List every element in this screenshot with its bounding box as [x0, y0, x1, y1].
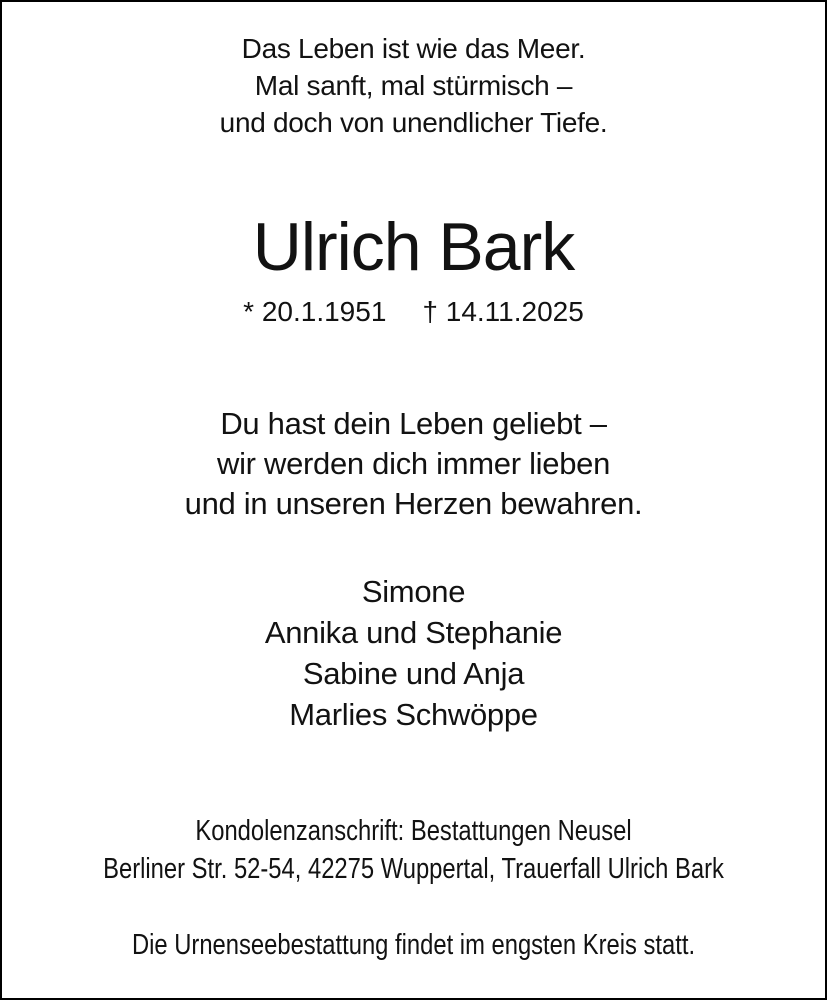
condolence-address: [76, 812, 751, 888]
epigraph-line: und doch von unendlicher Tiefe.: [219, 107, 608, 138]
tribute-line: und in unseren Herzen bewahren.: [184, 486, 643, 521]
life-dates: [2, 295, 825, 329]
deceased-name: Ulrich Bark: [252, 209, 575, 285]
death-date: † 14.11.2025: [422, 296, 584, 327]
mourner-name: Annika und Stephanie: [264, 615, 563, 650]
tribute-line: Du hast dein Leben geliebt –: [220, 406, 607, 441]
mourner-name: Sabine und Anja: [302, 656, 525, 691]
epigraph-line: Mal sanft, mal stürmisch –: [254, 70, 573, 101]
mourners-list: [2, 571, 825, 735]
mourner-name: Simone: [361, 574, 466, 609]
funeral-notice: Die Urnenseebestattung findet im engsten Kreis statt.: [131, 929, 696, 961]
condolence-line: Kondolenzanschrift: Bestattungen Neusel: [195, 815, 632, 847]
epigraph: [2, 30, 825, 141]
tribute-line: wir werden dich immer lieben: [216, 446, 611, 481]
epigraph-line: Das Leben ist wie das Meer.: [241, 33, 586, 64]
tribute-verse: [2, 404, 825, 524]
condolence-line: Berliner Str. 52-54, 42275 Wuppertal, Trauerfall Ulrich Bark: [103, 853, 724, 885]
mourner-name: Marlies Schwöppe: [289, 697, 538, 732]
birth-date: * 20.1.1951: [243, 296, 387, 327]
